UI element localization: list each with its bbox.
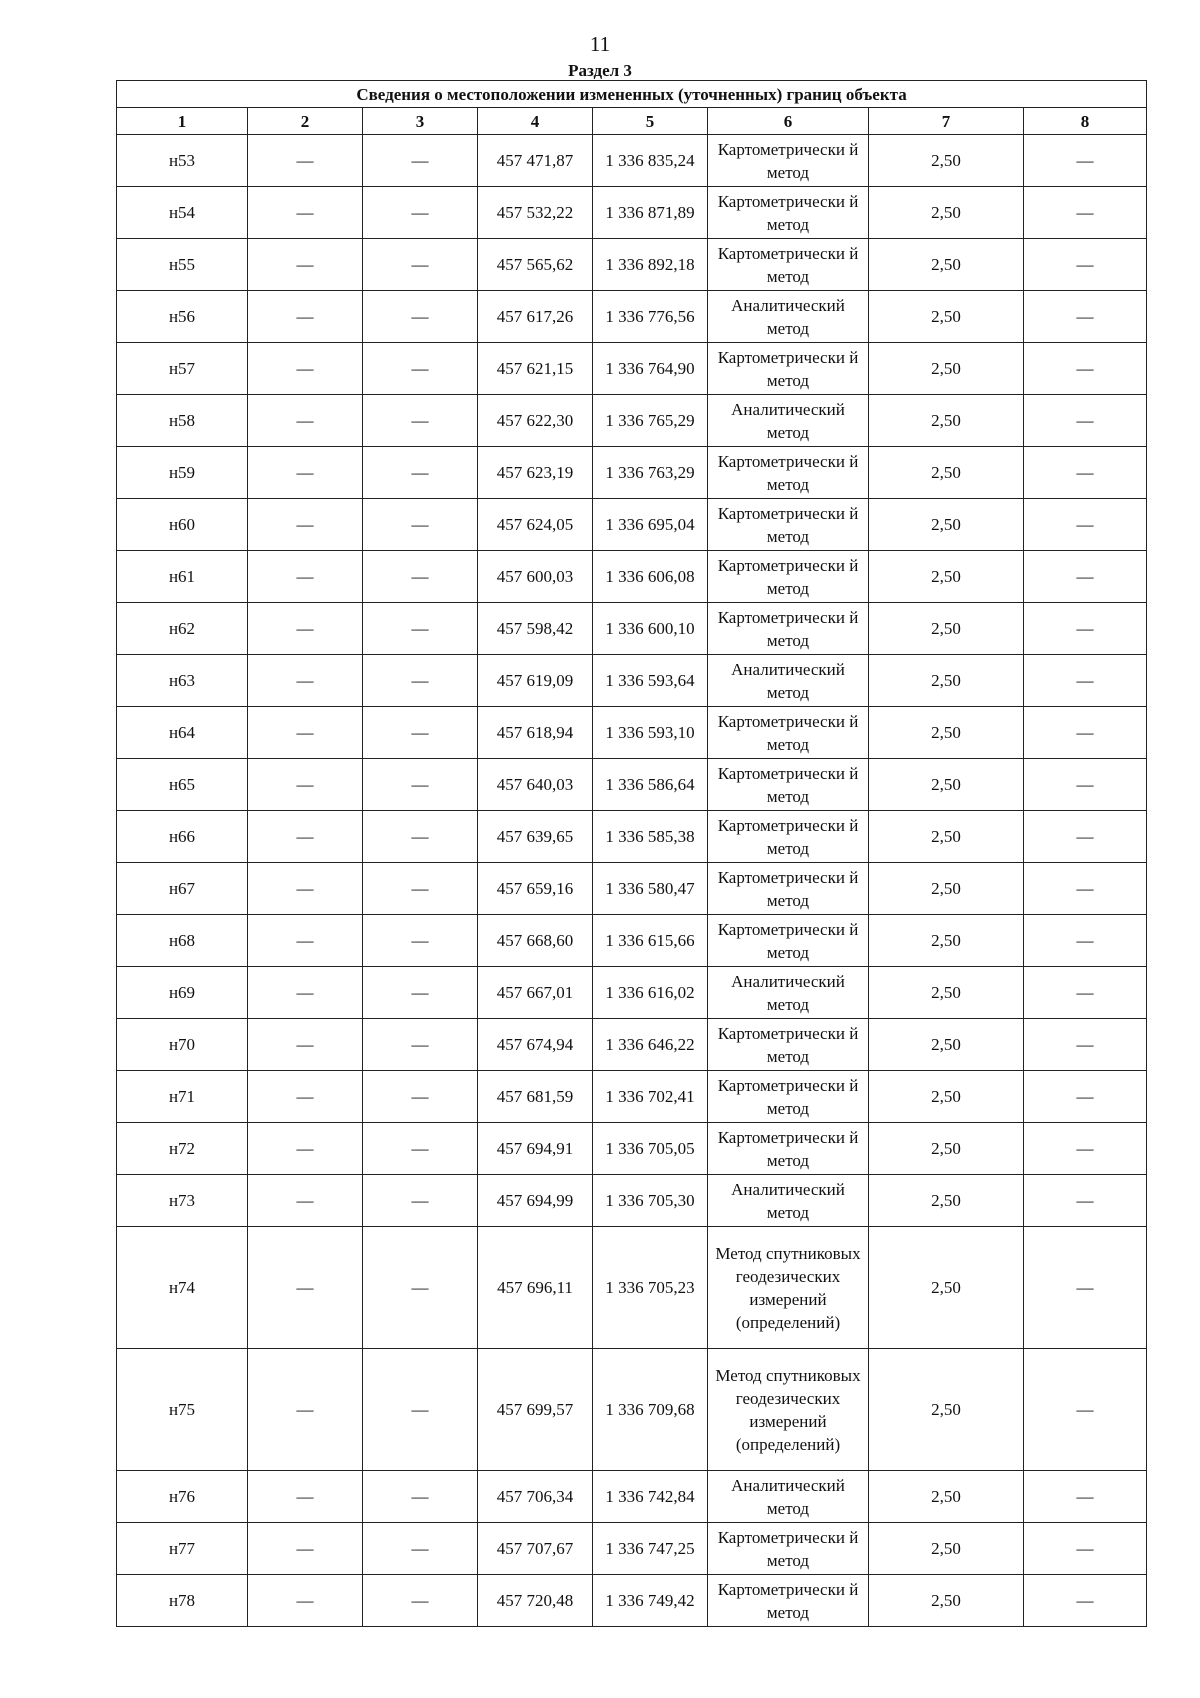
accuracy-cell: 2,50: [869, 1123, 1024, 1175]
column-8-cell: —: [1024, 187, 1147, 239]
y-coordinate-cell: 1 336 646,22: [593, 1019, 708, 1071]
column-number: 1: [117, 108, 248, 135]
column-2-cell: —: [248, 187, 363, 239]
table-row: [117, 915, 1147, 967]
accuracy-cell: 2,50: [869, 135, 1024, 187]
point-number-cell: н74: [117, 1227, 248, 1349]
y-coordinate-cell: 1 336 705,05: [593, 1123, 708, 1175]
column-3-cell: —: [363, 1175, 478, 1227]
method-cell: [708, 135, 869, 187]
x-coordinate-cell: 457 624,05: [478, 499, 593, 551]
accuracy-cell: 2,50: [869, 343, 1024, 395]
table-row: [117, 291, 1147, 343]
y-coordinate-cell: 1 336 765,29: [593, 395, 708, 447]
method-text: Картометрически й метод: [717, 1023, 859, 1066]
column-8-cell: —: [1024, 291, 1147, 343]
accuracy-cell: 2,50: [869, 239, 1024, 291]
column-3-cell: —: [363, 1123, 478, 1175]
method-cell: [708, 1227, 869, 1349]
column-3-cell: —: [363, 967, 478, 1019]
column-8-cell: —: [1024, 1123, 1147, 1175]
y-coordinate-cell: 1 336 600,10: [593, 603, 708, 655]
accuracy-cell: 2,50: [869, 811, 1024, 863]
column-8-cell: —: [1024, 967, 1147, 1019]
point-number-cell: н61: [117, 551, 248, 603]
accuracy-cell: 2,50: [869, 1019, 1024, 1071]
method-cell: [708, 239, 869, 291]
accuracy-cell: 2,50: [869, 499, 1024, 551]
column-2-cell: —: [248, 603, 363, 655]
column-3-cell: —: [363, 1071, 478, 1123]
column-8-cell: —: [1024, 603, 1147, 655]
table-row: [117, 1019, 1147, 1071]
column-number: 4: [478, 108, 593, 135]
point-number-cell: н77: [117, 1523, 248, 1575]
y-coordinate-cell: 1 336 580,47: [593, 863, 708, 915]
column-8-cell: —: [1024, 707, 1147, 759]
x-coordinate-cell: 457 659,16: [478, 863, 593, 915]
table-row: [117, 187, 1147, 239]
table-row: [117, 239, 1147, 291]
point-number-cell: н70: [117, 1019, 248, 1071]
method-text: Аналитический метод: [731, 399, 845, 442]
method-text: Картометрически й метод: [717, 1127, 859, 1170]
x-coordinate-cell: 457 565,62: [478, 239, 593, 291]
method-cell: [708, 1523, 869, 1575]
method-cell: [708, 967, 869, 1019]
method-cell: [708, 499, 869, 551]
method-text: Картометрически й метод: [717, 919, 859, 962]
y-coordinate-cell: 1 336 705,23: [593, 1227, 708, 1349]
x-coordinate-cell: 457 471,87: [478, 135, 593, 187]
point-number-cell: н72: [117, 1123, 248, 1175]
column-3-cell: —: [363, 1575, 478, 1627]
column-number: 6: [708, 108, 869, 135]
y-coordinate-cell: 1 336 593,64: [593, 655, 708, 707]
point-number-cell: н75: [117, 1349, 248, 1471]
method-text: Аналитический метод: [731, 1179, 845, 1222]
column-2-cell: —: [248, 863, 363, 915]
table-row: [117, 1523, 1147, 1575]
y-coordinate-cell: 1 336 835,24: [593, 135, 708, 187]
method-cell: [708, 1175, 869, 1227]
column-3-cell: —: [363, 1019, 478, 1071]
y-coordinate-cell: 1 336 586,64: [593, 759, 708, 811]
point-number-cell: н65: [117, 759, 248, 811]
x-coordinate-cell: 457 640,03: [478, 759, 593, 811]
method-cell: [708, 1071, 869, 1123]
x-coordinate-cell: 457 619,09: [478, 655, 593, 707]
y-coordinate-cell: 1 336 871,89: [593, 187, 708, 239]
column-3-cell: —: [363, 655, 478, 707]
method-text: Картометрически й метод: [717, 1579, 859, 1622]
column-3-cell: —: [363, 447, 478, 499]
column-2-cell: —: [248, 915, 363, 967]
method-cell: [708, 187, 869, 239]
y-coordinate-cell: 1 336 585,38: [593, 811, 708, 863]
point-number-cell: н55: [117, 239, 248, 291]
accuracy-cell: 2,50: [869, 395, 1024, 447]
column-8-cell: —: [1024, 135, 1147, 187]
accuracy-cell: 2,50: [869, 915, 1024, 967]
accuracy-cell: 2,50: [869, 1575, 1024, 1627]
point-number-cell: н64: [117, 707, 248, 759]
column-3-cell: —: [363, 291, 478, 343]
table-row: [117, 603, 1147, 655]
y-coordinate-cell: 1 336 764,90: [593, 343, 708, 395]
column-8-cell: —: [1024, 915, 1147, 967]
method-cell: [708, 395, 869, 447]
column-8-cell: —: [1024, 1523, 1147, 1575]
point-number-cell: н53: [117, 135, 248, 187]
method-cell: [708, 343, 869, 395]
column-3-cell: —: [363, 499, 478, 551]
x-coordinate-cell: 457 622,30: [478, 395, 593, 447]
method-text: Картометрически й метод: [717, 711, 859, 754]
column-3-cell: —: [363, 759, 478, 811]
x-coordinate-cell: 457 668,60: [478, 915, 593, 967]
x-coordinate-cell: 457 706,34: [478, 1471, 593, 1523]
column-2-cell: —: [248, 343, 363, 395]
point-number-cell: н57: [117, 343, 248, 395]
method-cell: [708, 447, 869, 499]
method-text: Картометрически й метод: [717, 815, 859, 858]
y-coordinate-cell: 1 336 615,66: [593, 915, 708, 967]
column-number-row: [117, 108, 1147, 135]
column-3-cell: —: [363, 811, 478, 863]
column-8-cell: —: [1024, 655, 1147, 707]
method-text: Картометрически й метод: [717, 243, 859, 286]
table-row: [117, 1175, 1147, 1227]
table-row: [117, 343, 1147, 395]
column-8-cell: —: [1024, 1575, 1147, 1627]
table-row: [117, 135, 1147, 187]
method-text: Картометрически й метод: [717, 347, 859, 390]
method-cell: [708, 291, 869, 343]
method-cell: [708, 551, 869, 603]
column-8-cell: —: [1024, 1019, 1147, 1071]
column-2-cell: —: [248, 447, 363, 499]
method-text: Картометрически й метод: [717, 191, 859, 234]
column-2-cell: —: [248, 239, 363, 291]
table-row: [117, 1123, 1147, 1175]
point-number-cell: н59: [117, 447, 248, 499]
column-2-cell: —: [248, 1019, 363, 1071]
x-coordinate-cell: 457 617,26: [478, 291, 593, 343]
method-text: Картометрически й метод: [717, 1075, 859, 1118]
method-cell: [708, 603, 869, 655]
method-cell: [708, 655, 869, 707]
accuracy-cell: 2,50: [869, 1349, 1024, 1471]
accuracy-cell: 2,50: [869, 1175, 1024, 1227]
column-8-cell: —: [1024, 1071, 1147, 1123]
table-row: [117, 863, 1147, 915]
table-row: [117, 447, 1147, 499]
method-cell: [708, 1123, 869, 1175]
column-8-cell: —: [1024, 239, 1147, 291]
y-coordinate-cell: 1 336 742,84: [593, 1471, 708, 1523]
table-caption: Сведения о местоположении измененных (уточненных) границ объекта: [117, 81, 1147, 108]
table-row: [117, 967, 1147, 1019]
x-coordinate-cell: 457 694,91: [478, 1123, 593, 1175]
column-8-cell: —: [1024, 1175, 1147, 1227]
point-number-cell: н67: [117, 863, 248, 915]
table-row: [117, 811, 1147, 863]
column-3-cell: —: [363, 707, 478, 759]
column-2-cell: —: [248, 1071, 363, 1123]
column-2-cell: —: [248, 811, 363, 863]
method-cell: [708, 759, 869, 811]
y-coordinate-cell: 1 336 747,25: [593, 1523, 708, 1575]
table-row: [117, 1227, 1147, 1349]
column-2-cell: —: [248, 1227, 363, 1349]
point-number-cell: н66: [117, 811, 248, 863]
column-2-cell: —: [248, 1523, 363, 1575]
column-2-cell: —: [248, 1471, 363, 1523]
point-number-cell: н68: [117, 915, 248, 967]
point-number-cell: н58: [117, 395, 248, 447]
column-3-cell: —: [363, 395, 478, 447]
x-coordinate-cell: 457 623,19: [478, 447, 593, 499]
column-3-cell: —: [363, 603, 478, 655]
column-8-cell: —: [1024, 1471, 1147, 1523]
y-coordinate-cell: 1 336 705,30: [593, 1175, 708, 1227]
column-2-cell: —: [248, 1123, 363, 1175]
x-coordinate-cell: 457 720,48: [478, 1575, 593, 1627]
column-2-cell: —: [248, 291, 363, 343]
column-2-cell: —: [248, 1349, 363, 1471]
method-text: Картометрически й метод: [717, 451, 859, 494]
column-2-cell: —: [248, 1175, 363, 1227]
x-coordinate-cell: 457 532,22: [478, 187, 593, 239]
x-coordinate-cell: 457 600,03: [478, 551, 593, 603]
column-3-cell: —: [363, 1523, 478, 1575]
method-text: Картометрически й метод: [717, 139, 859, 182]
column-3-cell: —: [363, 1227, 478, 1349]
method-cell: [708, 1349, 869, 1471]
column-3-cell: —: [363, 863, 478, 915]
boundary-coordinates-table: [116, 80, 1147, 1627]
column-2-cell: —: [248, 499, 363, 551]
column-8-cell: —: [1024, 395, 1147, 447]
y-coordinate-cell: 1 336 776,56: [593, 291, 708, 343]
accuracy-cell: 2,50: [869, 1071, 1024, 1123]
point-number-cell: н71: [117, 1071, 248, 1123]
method-text: Метод спутниковых геодезических измерений (определений): [715, 1243, 861, 1332]
accuracy-cell: 2,50: [869, 1523, 1024, 1575]
x-coordinate-cell: 457 667,01: [478, 967, 593, 1019]
x-coordinate-cell: 457 707,67: [478, 1523, 593, 1575]
y-coordinate-cell: 1 336 606,08: [593, 551, 708, 603]
method-text: Картометрически й метод: [717, 503, 859, 546]
x-coordinate-cell: 457 694,99: [478, 1175, 593, 1227]
column-3-cell: —: [363, 187, 478, 239]
y-coordinate-cell: 1 336 892,18: [593, 239, 708, 291]
table-row: [117, 1071, 1147, 1123]
table-row: [117, 499, 1147, 551]
column-2-cell: —: [248, 395, 363, 447]
method-text: Картометрически й метод: [717, 867, 859, 910]
table-row: [117, 551, 1147, 603]
column-3-cell: —: [363, 343, 478, 395]
accuracy-cell: 2,50: [869, 1471, 1024, 1523]
accuracy-cell: 2,50: [869, 447, 1024, 499]
method-cell: [708, 1471, 869, 1523]
column-2-cell: —: [248, 967, 363, 1019]
column-8-cell: —: [1024, 1349, 1147, 1471]
x-coordinate-cell: 457 598,42: [478, 603, 593, 655]
x-coordinate-cell: 457 639,65: [478, 811, 593, 863]
y-coordinate-cell: 1 336 616,02: [593, 967, 708, 1019]
accuracy-cell: 2,50: [869, 863, 1024, 915]
point-number-cell: н63: [117, 655, 248, 707]
table-row: [117, 655, 1147, 707]
accuracy-cell: 2,50: [869, 187, 1024, 239]
column-2-cell: —: [248, 135, 363, 187]
method-cell: [708, 915, 869, 967]
method-text: Аналитический метод: [731, 295, 845, 338]
point-number-cell: н69: [117, 967, 248, 1019]
column-number: 2: [248, 108, 363, 135]
column-2-cell: —: [248, 759, 363, 811]
table-row: [117, 1471, 1147, 1523]
column-2-cell: —: [248, 1575, 363, 1627]
method-cell: [708, 1575, 869, 1627]
column-number: 5: [593, 108, 708, 135]
method-text: Картометрически й метод: [717, 763, 859, 806]
table-body: [117, 135, 1147, 1627]
x-coordinate-cell: 457 696,11: [478, 1227, 593, 1349]
page-number: 11: [589, 32, 611, 56]
accuracy-cell: 2,50: [869, 655, 1024, 707]
method-text: Аналитический метод: [731, 659, 845, 702]
method-cell: [708, 707, 869, 759]
column-2-cell: —: [248, 655, 363, 707]
section-title: Раздел 3: [568, 61, 632, 80]
column-3-cell: —: [363, 551, 478, 603]
point-number-cell: н76: [117, 1471, 248, 1523]
accuracy-cell: 2,50: [869, 551, 1024, 603]
method-cell: [708, 1019, 869, 1071]
table-row: [117, 1575, 1147, 1627]
method-text: Картометрически й метод: [717, 1527, 859, 1570]
y-coordinate-cell: 1 336 702,41: [593, 1071, 708, 1123]
column-number: 3: [363, 108, 478, 135]
column-8-cell: —: [1024, 811, 1147, 863]
table-row: [117, 395, 1147, 447]
y-coordinate-cell: 1 336 695,04: [593, 499, 708, 551]
column-2-cell: —: [248, 551, 363, 603]
x-coordinate-cell: 457 618,94: [478, 707, 593, 759]
point-number-cell: н60: [117, 499, 248, 551]
accuracy-cell: 2,50: [869, 1227, 1024, 1349]
column-number: 8: [1024, 108, 1147, 135]
method-text: Метод спутниковых геодезических измерений (определений): [715, 1365, 861, 1454]
table-row: [117, 1349, 1147, 1471]
accuracy-cell: 2,50: [869, 967, 1024, 1019]
y-coordinate-cell: 1 336 593,10: [593, 707, 708, 759]
method-cell: [708, 811, 869, 863]
accuracy-cell: 2,50: [869, 707, 1024, 759]
column-8-cell: —: [1024, 499, 1147, 551]
method-text: Аналитический метод: [731, 1475, 845, 1518]
point-number-cell: н54: [117, 187, 248, 239]
column-8-cell: —: [1024, 863, 1147, 915]
column-3-cell: —: [363, 915, 478, 967]
column-3-cell: —: [363, 1471, 478, 1523]
point-number-cell: н78: [117, 1575, 248, 1627]
column-8-cell: —: [1024, 551, 1147, 603]
column-8-cell: —: [1024, 447, 1147, 499]
point-number-cell: н56: [117, 291, 248, 343]
x-coordinate-cell: 457 621,15: [478, 343, 593, 395]
y-coordinate-cell: 1 336 763,29: [593, 447, 708, 499]
y-coordinate-cell: 1 336 709,68: [593, 1349, 708, 1471]
method-text: Картометрически й метод: [717, 555, 859, 598]
column-8-cell: —: [1024, 1227, 1147, 1349]
method-cell: [708, 863, 869, 915]
table-row: [117, 759, 1147, 811]
column-3-cell: —: [363, 135, 478, 187]
table-row: [117, 707, 1147, 759]
x-coordinate-cell: 457 699,57: [478, 1349, 593, 1471]
column-8-cell: —: [1024, 343, 1147, 395]
column-8-cell: —: [1024, 759, 1147, 811]
x-coordinate-cell: 457 674,94: [478, 1019, 593, 1071]
column-3-cell: —: [363, 239, 478, 291]
point-number-cell: н62: [117, 603, 248, 655]
method-text: Аналитический метод: [731, 971, 845, 1014]
accuracy-cell: 2,50: [869, 759, 1024, 811]
accuracy-cell: 2,50: [869, 291, 1024, 343]
x-coordinate-cell: 457 681,59: [478, 1071, 593, 1123]
y-coordinate-cell: 1 336 749,42: [593, 1575, 708, 1627]
point-number-cell: н73: [117, 1175, 248, 1227]
accuracy-cell: 2,50: [869, 603, 1024, 655]
column-2-cell: —: [248, 707, 363, 759]
column-number: 7: [869, 108, 1024, 135]
column-3-cell: —: [363, 1349, 478, 1471]
method-text: Картометрически й метод: [717, 607, 859, 650]
